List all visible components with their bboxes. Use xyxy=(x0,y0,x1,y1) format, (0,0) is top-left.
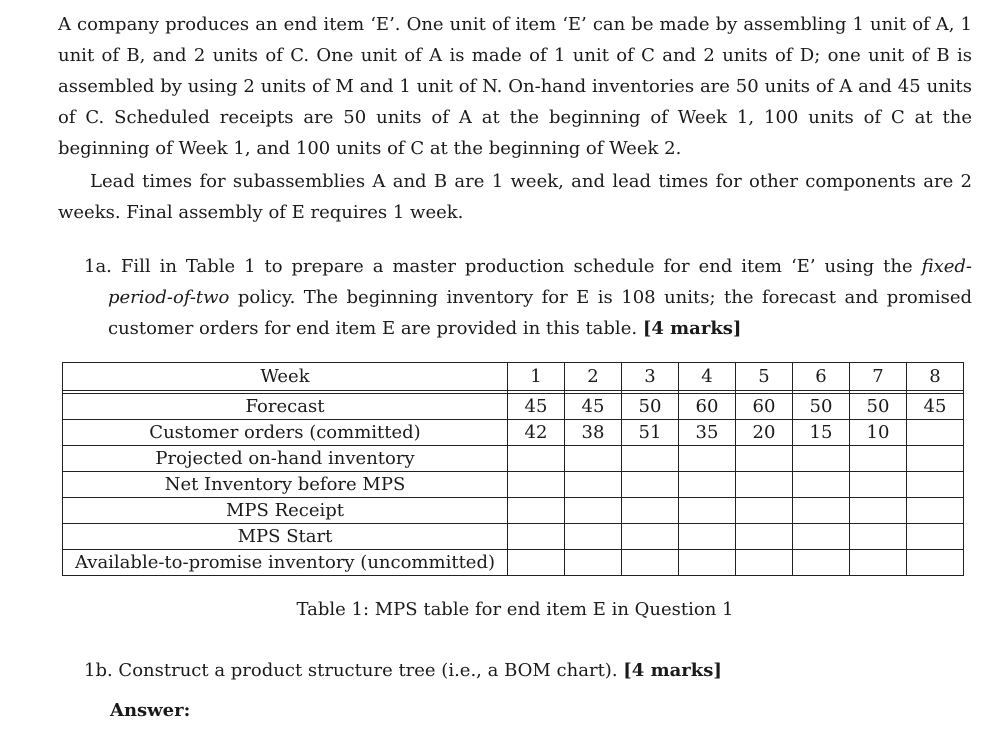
value-cell[interactable] xyxy=(850,498,907,524)
value-cell[interactable] xyxy=(508,472,565,498)
table-caption: Table 1: MPS table for end item E in Question 1 xyxy=(296,599,734,620)
intro-paragraph-1: A company produces an end item ‘E’. One unit of item ‘E’ can be made by assembling 1 unit of A, 1 unit of B, and 2 units of C. One unit of A is made of 1 unit of C and 2 units of D; one unit of B is assembled by using 2 units of M and 1 unit of N. On-hand inventories are 50 units of A and 45 units of C. Scheduled receipts are 50 units of A at the beginning of Week 1, 100 units of C at the beginning of Week 1, and 100 units of C at the beginning of Week 2. xyxy=(58,14,972,159)
row-label: MPS Start xyxy=(63,524,508,550)
week-number-cell: 4 xyxy=(679,363,736,391)
answer-label: Answer: xyxy=(110,700,191,721)
value-cell: 60 xyxy=(679,394,736,420)
value-cell[interactable] xyxy=(622,550,679,576)
value-cell[interactable] xyxy=(736,524,793,550)
value-cell[interactable] xyxy=(907,420,964,446)
value-cell[interactable] xyxy=(793,550,850,576)
value-cell[interactable] xyxy=(793,472,850,498)
table-row xyxy=(63,550,964,576)
value-cell[interactable] xyxy=(850,472,907,498)
week-number-cell: 6 xyxy=(793,363,850,391)
value-cell[interactable] xyxy=(907,472,964,498)
week-number-cell: 3 xyxy=(622,363,679,391)
table-row xyxy=(63,394,964,420)
value-cell[interactable] xyxy=(736,498,793,524)
value-cell[interactable] xyxy=(508,498,565,524)
value-cell[interactable] xyxy=(679,550,736,576)
value-cell[interactable] xyxy=(850,524,907,550)
value-cell[interactable] xyxy=(508,446,565,472)
value-cell[interactable] xyxy=(622,446,679,472)
value-cell: 10 xyxy=(850,420,907,446)
value-cell[interactable] xyxy=(679,446,736,472)
mps-table xyxy=(62,362,964,576)
table-row xyxy=(63,420,964,446)
value-cell[interactable] xyxy=(565,498,622,524)
row-label: Available-to-promise inventory (uncommitted) xyxy=(63,550,508,576)
week-number-cell: 2 xyxy=(565,363,622,391)
week-number-cell: 5 xyxy=(736,363,793,391)
value-cell[interactable] xyxy=(907,524,964,550)
question-1a-marks: [4 marks] xyxy=(642,318,742,339)
value-cell: 50 xyxy=(793,394,850,420)
row-label: MPS Receipt xyxy=(63,498,508,524)
value-cell[interactable] xyxy=(565,524,622,550)
value-cell: 15 xyxy=(793,420,850,446)
value-cell[interactable] xyxy=(622,472,679,498)
value-cell[interactable] xyxy=(793,524,850,550)
value-cell[interactable] xyxy=(679,498,736,524)
value-cell[interactable] xyxy=(565,446,622,472)
value-cell[interactable] xyxy=(907,550,964,576)
value-cell[interactable] xyxy=(793,498,850,524)
table-row xyxy=(63,498,964,524)
value-cell: 45 xyxy=(508,394,565,420)
value-cell[interactable] xyxy=(736,550,793,576)
table-row xyxy=(63,446,964,472)
question-1b-text: 1b. Construct a product structure tree (i.e., a BOM chart). xyxy=(84,660,618,681)
question-1a-text-after: policy. The beginning inventory for E is 108 units; the forecast and promised customer orders for end item E are provided in this table. xyxy=(108,287,972,339)
value-cell: 50 xyxy=(850,394,907,420)
value-cell[interactable] xyxy=(565,472,622,498)
value-cell[interactable] xyxy=(850,550,907,576)
row-label: Customer orders (committed) xyxy=(63,420,508,446)
value-cell[interactable] xyxy=(736,446,793,472)
week-number-cell: 7 xyxy=(850,363,907,391)
value-cell[interactable] xyxy=(736,472,793,498)
intro-paragraph-2: Lead times for subassemblies A and B are 1 week, and lead times for other components are 2 weeks. Final assembly of E requires 1 week. xyxy=(58,171,972,223)
value-cell[interactable] xyxy=(508,550,565,576)
value-cell[interactable] xyxy=(907,498,964,524)
value-cell[interactable] xyxy=(565,550,622,576)
value-cell[interactable] xyxy=(907,446,964,472)
table-row xyxy=(63,472,964,498)
row-label: Forecast xyxy=(63,394,508,420)
value-cell[interactable] xyxy=(679,524,736,550)
week-header: Week xyxy=(63,363,508,391)
question-1b-marks: [4 marks] xyxy=(623,660,722,681)
value-cell[interactable] xyxy=(793,446,850,472)
week-number-cell: 1 xyxy=(508,363,565,391)
row-label: Net Inventory before MPS xyxy=(63,472,508,498)
value-cell: 60 xyxy=(736,394,793,420)
table-header-row xyxy=(63,363,964,391)
question-1a xyxy=(84,251,972,344)
policy-name: fixed-period-of-two xyxy=(108,256,972,308)
value-cell: 45 xyxy=(565,394,622,420)
week-number-cell: 8 xyxy=(907,363,964,391)
value-cell[interactable] xyxy=(850,446,907,472)
row-label: Projected on-hand inventory xyxy=(63,446,508,472)
value-cell[interactable] xyxy=(508,524,565,550)
value-cell[interactable] xyxy=(622,498,679,524)
value-cell: 35 xyxy=(679,420,736,446)
value-cell: 38 xyxy=(565,420,622,446)
question-1a-text-before: 1a. Fill in Table 1 to prepare a master production schedule for end item ‘E’ using the xyxy=(84,256,922,277)
question-1b xyxy=(84,655,972,686)
value-cell: 42 xyxy=(508,420,565,446)
value-cell: 50 xyxy=(622,394,679,420)
value-cell: 45 xyxy=(907,394,964,420)
table-row xyxy=(63,524,964,550)
value-cell: 20 xyxy=(736,420,793,446)
value-cell[interactable] xyxy=(622,524,679,550)
value-cell[interactable] xyxy=(679,472,736,498)
value-cell: 51 xyxy=(622,420,679,446)
